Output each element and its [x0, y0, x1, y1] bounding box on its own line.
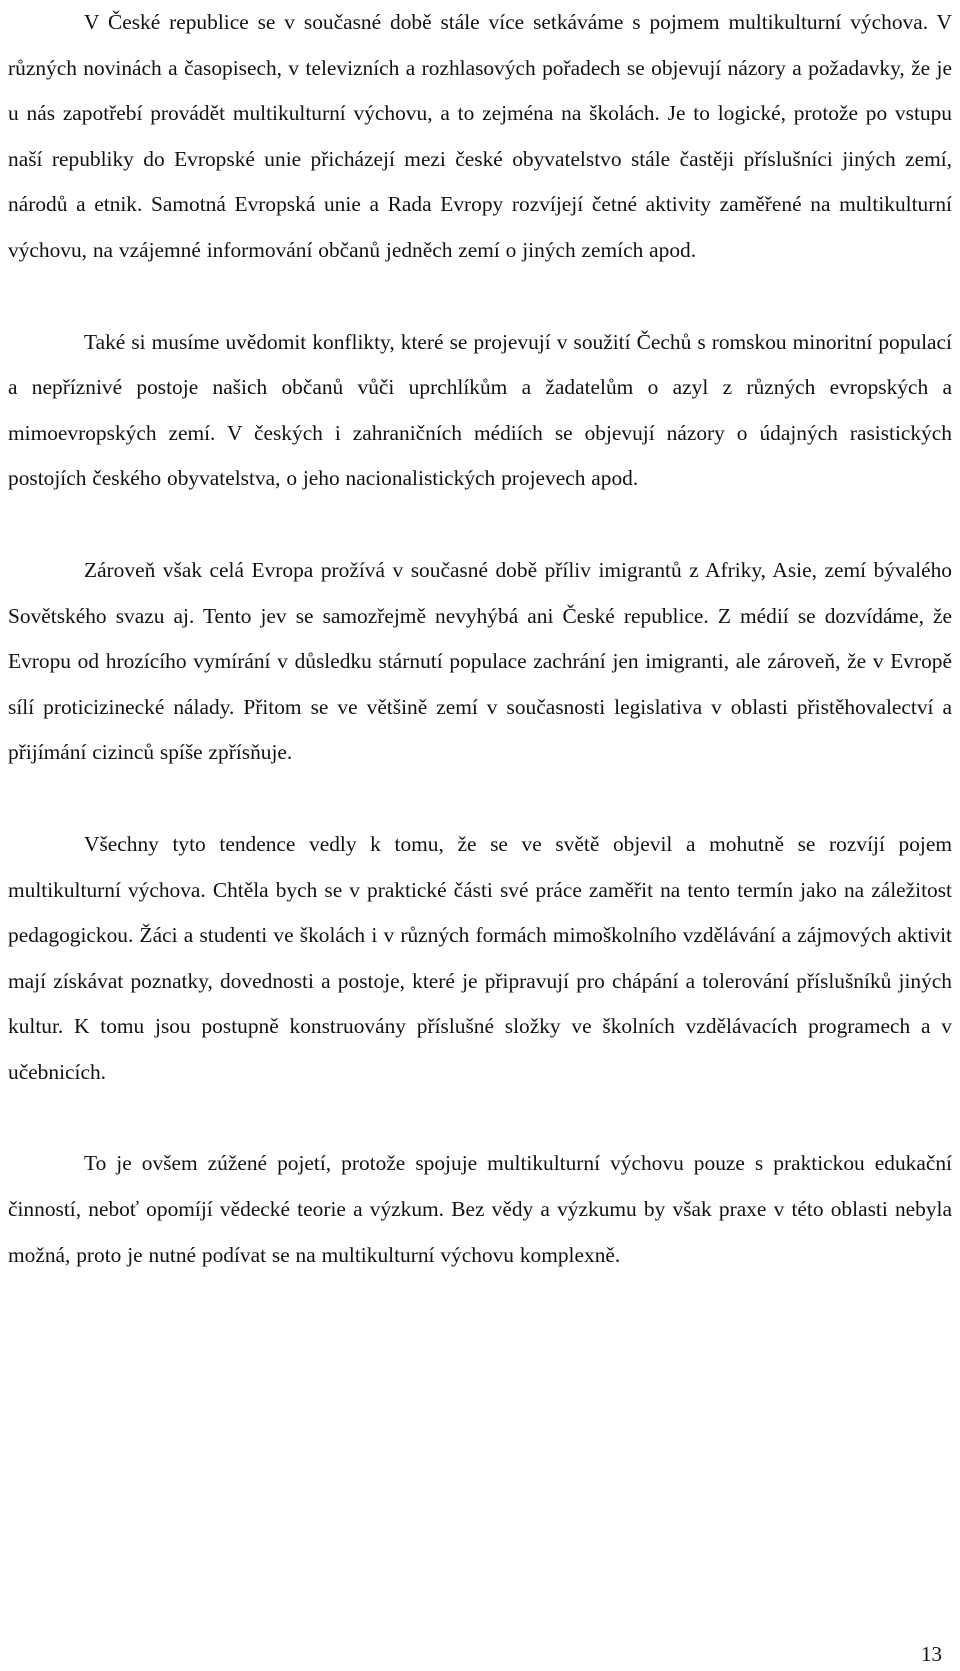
- paragraph-4: Všechny tyto tendence vedly k tomu, že se ve světě objevil a mohutně se rozvíjí pojem multikulturní výchova. Chtěla bych se v praktické části své práce zaměřit na tento termín jako na záležitost pedagogickou. Žáci a studenti ve školách i v různých formách mimoškolního vzdělávání a zájmových aktivit mají získávat poznatky, dovednosti a postoje, které je připravují pro chápání a tolerování příslušníků jiných kultur. K tomu jsou postupně konstruovány příslušné složky ve školních vzdělávacích programech a v učebnicích.: [8, 831, 952, 1084]
- body-text: [8, 0, 952, 1324]
- paragraph-2: Také si musíme uvědomit konflikty, které se projevují v soužití Čechů s romskou minoritní populací a nepříznivé postoje našich občanů vůči uprchlíkům a žadatelům o azyl z různých evropských a mimoevropských zemí. V českých i zahraničních médiích se objevují názory o údajných rasistických postojích českého obyvatelstva, o jeho nacionalistických projevech apod.: [8, 329, 952, 491]
- paragraph-5: To je ovšem zúžené pojetí, protože spojuje multikulturní výchovu pouze s praktickou edukační činností, neboť opomíjí vědecké teorie a výzkum. Bez vědy a výzkumu by však praxe v této oblasti nebyla možná, proto je nutné podívat se na multikulturní výchovu komplexně.: [8, 1151, 952, 1267]
- paragraph-1: V České republice se v současné době stále více setkáváme s pojmem multikulturní výchova. V různých novinách a časopisech, v televizních a rozhlasových pořadech se objevují názory a požadavky, že je u nás zapotřebí provádět multikulturní výchovu, a to zejména na školách. Je to logické, protože po vstupu naší republiky do Evropské unie přicházejí mezi české obyvatelstvo stále častěji příslušníci jiných zemí, národů a etnik. Samotná Evropská unie a Rada Evropy rozvíjejí četné aktivity zaměřené na multikulturní výchovu, na vzájemné informování občanů jedněch zemí o jiných zemích apod.: [8, 10, 952, 262]
- page-number: 13: [921, 1642, 942, 1666]
- paragraph-3: Zároveň však celá Evropa prožívá v současné době příliv imigrantů z Afriky, Asie, zemí bývalého Sovětského svazu aj. Tento jev se samozřejmě nevyhýbá ani České republice. Z médií se dozvídáme, že Evropu od hrozícího vymírání v důsledku stárnutí populace zachrání jen imigranti, ale zároveň, že v Evropě sílí proticizinecké nálady. Přitom se ve většině zemí v současnosti legislativa v oblasti přistěhovalectví a přijímání cizinců spíše zpřísňuje.: [8, 557, 952, 765]
